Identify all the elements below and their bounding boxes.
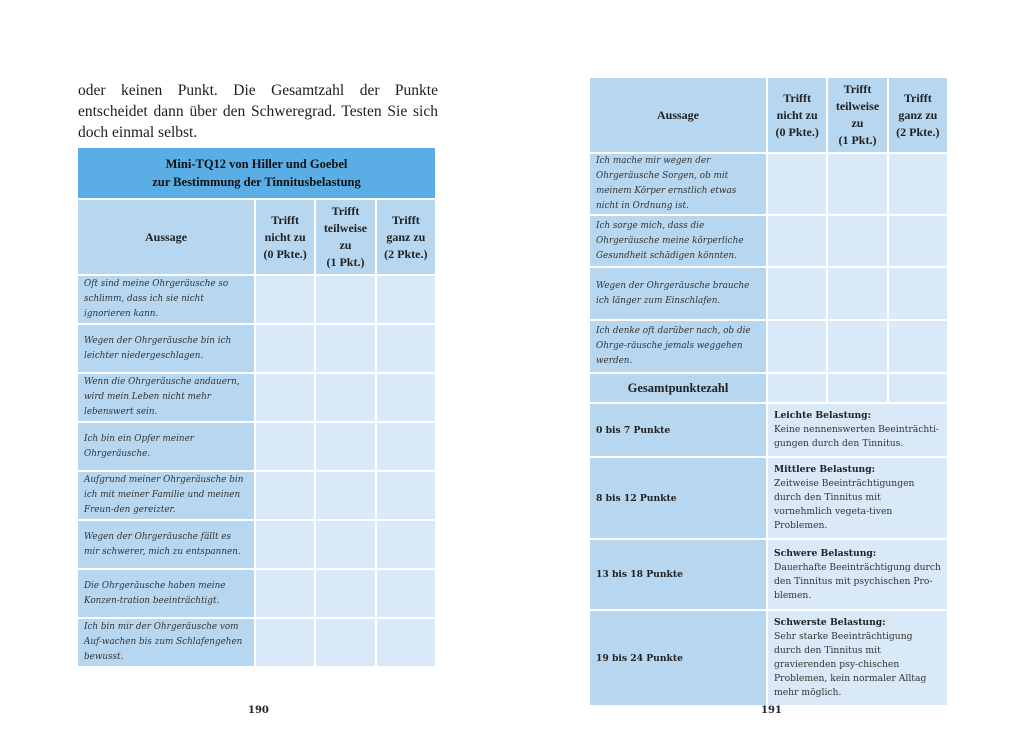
header-partly-applicable (316, 200, 374, 274)
header-line: nicht zu (776, 107, 818, 122)
score-range: 0 bis 7 Punkte (590, 404, 766, 456)
answer-cell-not[interactable] (256, 374, 314, 421)
answer-cell-not[interactable] (768, 154, 826, 214)
header-line: zu (339, 238, 352, 252)
answer-cell-fully[interactable] (377, 374, 435, 421)
answer-cell-fully[interactable] (377, 276, 435, 323)
score-range: 19 bis 24 Punkte (590, 611, 766, 705)
answer-cell-fully[interactable] (377, 423, 435, 470)
table-title-line2: zur Bestimmung der Tinnitusbelastung (152, 175, 361, 189)
answer-cell-not[interactable] (768, 216, 826, 266)
level-text: Dauerhafte Beeinträchtigung durch den Tinnitus mit psychischen Pro-blemen. (774, 561, 941, 601)
answer-cell-fully[interactable] (377, 472, 435, 519)
score-level-row (590, 540, 947, 609)
answer-cell-partly[interactable] (828, 321, 886, 372)
answer-cell-fully[interactable] (889, 216, 947, 266)
level-text: Sehr starke Beeinträchtigung durch den Tinnitus mit gravierenden psy-chischen Problemen, kein normaler Alltag mehr möglich. (774, 631, 927, 698)
answer-cell-fully[interactable] (889, 154, 947, 214)
tinnitus-questionnaire-table-right (588, 76, 949, 707)
answer-cell-partly[interactable] (316, 521, 374, 568)
header-statement: Aussage (78, 200, 254, 274)
score-range: 8 bis 12 Punkte (590, 458, 766, 538)
table-row (78, 325, 435, 372)
statement-text: Die Ohrgeräusche haben meine Konzen-tration beeinträchtigt. (78, 570, 254, 617)
statement-text: Ich denke oft darüber nach, ob die Ohrge-räusche jemals weggehen werden. (590, 321, 766, 372)
answer-cell-partly[interactable] (316, 472, 374, 519)
statement-text: Ich mache mir wegen der Ohrgeräusche Sorgen, ob mit meinem Körper ernstlich etwas nicht in Ordnung ist. (590, 154, 766, 214)
header-line: (2 Pkte.) (384, 246, 428, 261)
statement-text: Wegen der Ohrgeräusche bin ich leichter niedergeschlagen. (78, 325, 254, 372)
answer-cell-not[interactable] (256, 423, 314, 470)
header-fully-applicable (377, 200, 435, 274)
header-line: Trifft (783, 90, 812, 105)
header-line: (2 Pkte.) (896, 124, 940, 139)
answer-cell-not[interactable] (256, 570, 314, 617)
header-line: Trifft (331, 204, 360, 218)
table-row (78, 423, 435, 470)
header-fully-applicable (889, 78, 947, 152)
level-title: Mittlere Belastung: (774, 464, 876, 475)
header-line: nicht zu (264, 229, 306, 244)
score-level-row (590, 611, 947, 705)
answer-cell-not[interactable] (768, 321, 826, 372)
statement-text: Oft sind meine Ohrgeräusche so schlimm, dass ich sie nicht ignorieren kann. (78, 276, 254, 323)
header-partly-applicable (828, 78, 886, 152)
table-title-line1: Mini-TQ12 von Hiller und Goebel (165, 157, 348, 171)
total-cell-fully[interactable] (889, 374, 947, 402)
intro-paragraph: oder keinen Punkt. Die Gesamtzahl der Punkte entscheidet dann über den Schweregrad. Testen Sie sich doch einmal selbst. (78, 82, 438, 141)
header-line: ganz zu (898, 107, 938, 122)
level-title: Schwere Belastung: (774, 547, 877, 559)
table-row (590, 216, 947, 266)
statement-text: Wenn die Ohrgeräusche andauern, wird mein Leben nicht mehr lebenswert sein. (78, 374, 254, 421)
statement-text: Ich sorge mich, dass die Ohrgeräusche meine körperliche Gesundheit schädigen könnten. (590, 216, 766, 266)
answer-cell-fully[interactable] (889, 268, 947, 319)
answer-cell-partly[interactable] (316, 423, 374, 470)
page-number: 190 (248, 705, 269, 716)
answer-cell-fully[interactable] (889, 321, 947, 372)
answer-cell-partly[interactable] (316, 276, 374, 323)
header-line: (0 Pkte.) (263, 246, 307, 261)
header-line: Trifft (391, 212, 420, 227)
total-score-label: Gesamtpunktezahl (590, 374, 766, 402)
header-line: zu (851, 116, 864, 130)
answer-cell-fully[interactable] (377, 619, 435, 666)
answer-cell-partly[interactable] (316, 570, 374, 617)
answer-cell-fully[interactable] (377, 325, 435, 372)
page-number: 191 (761, 705, 782, 716)
header-line: Trifft (903, 90, 932, 105)
table-row (590, 268, 947, 319)
score-level-description (768, 611, 947, 705)
header-not-applicable (256, 200, 314, 274)
header-statement: Aussage (590, 78, 766, 152)
answer-cell-not[interactable] (256, 619, 314, 666)
table-row (78, 374, 435, 421)
header-line: (1 Pkt.) (326, 255, 365, 269)
statement-text: Wegen der Ohrgeräusche fällt es mir schwerer, mich zu entspannen. (78, 521, 254, 568)
header-line: teilweise (323, 221, 368, 235)
tinnitus-questionnaire-table-left (76, 146, 437, 668)
header-line: Trifft (271, 212, 300, 227)
header-line: ganz zu (386, 229, 426, 244)
answer-cell-partly[interactable] (828, 216, 886, 266)
statement-text: Aufgrund meiner Ohrgeräusche bin ich mit meiner Familie und meinen Freun-den gereizter. (78, 472, 254, 519)
score-level-description (768, 458, 947, 538)
header-not-applicable (768, 78, 826, 152)
answer-cell-not[interactable] (768, 268, 826, 319)
answer-cell-partly[interactable] (316, 325, 374, 372)
header-line: (1 Pkt.) (838, 133, 877, 147)
answer-cell-not[interactable] (256, 325, 314, 372)
answer-cell-fully[interactable] (377, 521, 435, 568)
table-row (78, 521, 435, 568)
statement-text: Wegen der Ohrgeräusche brauche ich länger zum Einschlafen. (590, 268, 766, 319)
table-row (590, 321, 947, 372)
table-row (590, 154, 947, 214)
answer-cell-fully[interactable] (377, 570, 435, 617)
total-cell-partly[interactable] (828, 374, 886, 402)
header-line: (0 Pkte.) (775, 124, 819, 139)
level-text: Keine nennenswerten Beeinträchti-gungen durch den Tinnitus. (774, 424, 940, 449)
score-level-description (768, 540, 947, 609)
total-row (590, 374, 947, 402)
answer-cell-not[interactable] (256, 472, 314, 519)
statement-text: Ich bin mir der Ohrgeräusche vom Auf-wachen bis zum Schlafengehen bewusst. (78, 619, 254, 666)
answer-cell-not[interactable] (256, 521, 314, 568)
table-row (78, 472, 435, 519)
table-row (78, 570, 435, 617)
answer-cell-partly[interactable] (828, 154, 886, 214)
total-cell-not[interactable] (768, 374, 826, 402)
score-level-row (590, 404, 947, 456)
table-row (78, 276, 435, 323)
header-line: teilweise (835, 99, 880, 113)
level-title: Schwerste Belastung: (774, 617, 886, 628)
answer-cell-partly[interactable] (316, 374, 374, 421)
score-level-row (590, 458, 947, 538)
answer-cell-partly[interactable] (316, 619, 374, 666)
answer-cell-not[interactable] (256, 276, 314, 323)
score-level-description (768, 404, 947, 456)
level-title: Leichte Belastung: (774, 410, 872, 421)
statement-text: Ich bin ein Opfer meiner Ohrgeräusche. (78, 423, 254, 470)
table-title (78, 148, 435, 198)
score-range: 13 bis 18 Punkte (590, 540, 766, 609)
table-row (78, 619, 435, 666)
header-line: Trifft (843, 82, 872, 96)
level-text: Zeitweise Beeinträchtigungen durch den Tinnitus mit vornehmlich vegeta-tiven Problemen. (774, 478, 915, 531)
answer-cell-partly[interactable] (828, 268, 886, 319)
